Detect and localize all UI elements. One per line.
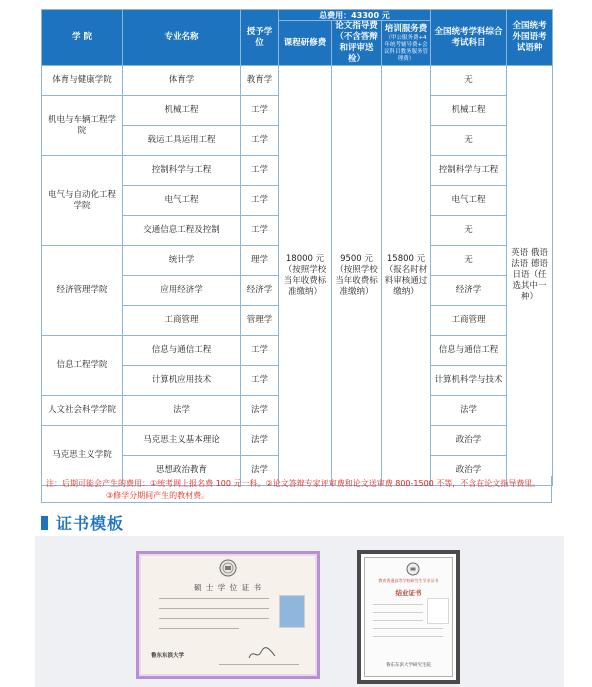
header-thesis-fee: 论文指导费（不含答辩和评审送检） xyxy=(332,21,382,66)
header-training-fee-label: 培训服务费 xyxy=(384,23,428,34)
college-cell: 电气与自动化工程学院 xyxy=(42,156,123,246)
exam-subject-cell: 无 xyxy=(431,246,507,276)
header-foreign-language: 全国统考外国语考试语种 xyxy=(507,10,553,66)
degree-cell: 工学 xyxy=(241,186,279,216)
exam-subject-cell: 法学 xyxy=(431,396,507,426)
section-header xyxy=(41,511,124,534)
college-cell: 信息工程学院 xyxy=(42,336,123,396)
college-cell: 马克思主义学院 xyxy=(42,426,123,486)
degree-cell: 经济学 xyxy=(241,276,279,306)
exam-subject-cell: 计算机科学与技术 xyxy=(431,366,507,396)
college-cell: 体育与健康学院 xyxy=(42,66,123,96)
fee-note xyxy=(41,476,552,503)
photo-placeholder xyxy=(279,595,305,628)
master-certificate-title: 硕 士 学 位 证 书 xyxy=(194,583,262,592)
header-major: 专业名称 xyxy=(123,10,241,66)
exam-subject-cell: 经济学 xyxy=(431,276,507,306)
major-cell: 体育学 xyxy=(123,66,241,96)
degree-cell: 工学 xyxy=(241,126,279,156)
header-degree: 授予学位 xyxy=(241,10,279,66)
degree-cell: 法学 xyxy=(241,396,279,426)
master-degree-certificate xyxy=(136,551,320,679)
header-training-fee-note: （甲公服务费+4年统考辅导费+会议科目教务服务管理费） xyxy=(384,34,429,62)
language-cell: 英语 俄语 法语 德语 日语（任选其中一种） xyxy=(507,66,553,486)
completion-certificate xyxy=(357,550,460,684)
major-cell: 应用经济学 xyxy=(123,276,241,306)
major-cell: 思想政治教育 xyxy=(123,456,241,486)
degree-cell: 理学 xyxy=(241,246,279,276)
major-cell: 控制科学与工程 xyxy=(123,156,241,186)
exam-subject-cell: 无 xyxy=(431,216,507,246)
fee-note-line-1: 注：后期可能会产生的费用：①统考网上报名费 100 元一科。②论文答辩专家评审费和论文送审费 800-1500 不等，不含在论文指导费里。 xyxy=(46,479,541,488)
major-cell: 工商管理 xyxy=(123,306,241,336)
degree-cell: 法学 xyxy=(241,456,279,486)
exam-subject-cell: 政治学 xyxy=(431,456,507,486)
exam-subject-cell: 信息与通信工程 xyxy=(431,336,507,366)
major-cell: 法学 xyxy=(123,396,241,426)
photo-placeholder xyxy=(427,598,449,624)
university-emblem-icon xyxy=(406,562,420,576)
master-university-name: 鲁东东滨大学 xyxy=(151,653,185,659)
exam-subject-cell: 无 xyxy=(431,66,507,96)
degree-cell: 管理学 xyxy=(241,306,279,336)
header-total-fee: 总费用：43300 元 xyxy=(279,10,431,21)
degree-cell: 工学 xyxy=(241,366,279,396)
college-cell: 机电与车辆工程学院 xyxy=(42,96,123,156)
completion-certificate-inner xyxy=(364,557,453,677)
exam-subject-cell: 控制科学与工程 xyxy=(431,156,507,186)
major-cell: 交通信息工程及控制 xyxy=(123,216,241,246)
major-cell: 机械工程 xyxy=(123,96,241,126)
header-course-fee: 课程研修费 xyxy=(279,21,332,66)
completion-certificate-header: 教育普通高等学校研究生学业证书 xyxy=(378,578,439,583)
course-fee-cell: 18000 元（按照学校当年收费标准缴纳） xyxy=(279,66,332,486)
exam-subject-cell: 电气工程 xyxy=(431,186,507,216)
fee-note-line-2: ③修学分期间产生的教材费。 xyxy=(106,491,210,500)
major-cell: 统计学 xyxy=(123,246,241,276)
thesis-fee-cell: 9500 元（按照学校当年收费标准缴纳） xyxy=(332,66,382,486)
signature-icon xyxy=(247,646,277,662)
header-college: 学 院 xyxy=(42,10,123,66)
university-emblem-icon xyxy=(219,559,237,577)
major-cell: 计算机应用技术 xyxy=(123,366,241,396)
degree-cell: 工学 xyxy=(241,156,279,186)
completion-certificate-title: 结业证书 xyxy=(395,589,422,597)
degree-cell: 工学 xyxy=(241,96,279,126)
degree-cell: 教育学 xyxy=(241,66,279,96)
header-exam-subject: 全国统考学科综合考试科目 xyxy=(431,10,507,66)
exam-subject-cell: 政治学 xyxy=(431,426,507,456)
college-cell: 人文社会科学学院 xyxy=(42,396,123,426)
exam-subject-cell: 机械工程 xyxy=(431,96,507,126)
section-marker-icon xyxy=(41,516,48,530)
exam-subject-cell: 无 xyxy=(431,126,507,156)
major-cell: 电气工程 xyxy=(123,186,241,216)
degree-cell: 工学 xyxy=(241,216,279,246)
header-training-fee xyxy=(382,21,431,66)
degree-cell: 工学 xyxy=(241,336,279,366)
training-fee-cell: 15800 元（报名时材料审核通过缴纳） xyxy=(382,66,431,486)
degree-cell: 法学 xyxy=(241,426,279,456)
section-title: 证书模板 xyxy=(56,514,125,533)
completion-university-name: 鲁东东滨大学研究生院 xyxy=(386,663,431,668)
major-cell: 马克思主义基本理论 xyxy=(123,426,241,456)
major-cell: 载运工具运用工程 xyxy=(123,126,241,156)
exam-subject-cell: 工商管理 xyxy=(431,306,507,336)
major-cell: 信息与通信工程 xyxy=(123,336,241,366)
fee-table xyxy=(41,9,553,486)
college-cell: 经济管理学院 xyxy=(42,246,123,336)
